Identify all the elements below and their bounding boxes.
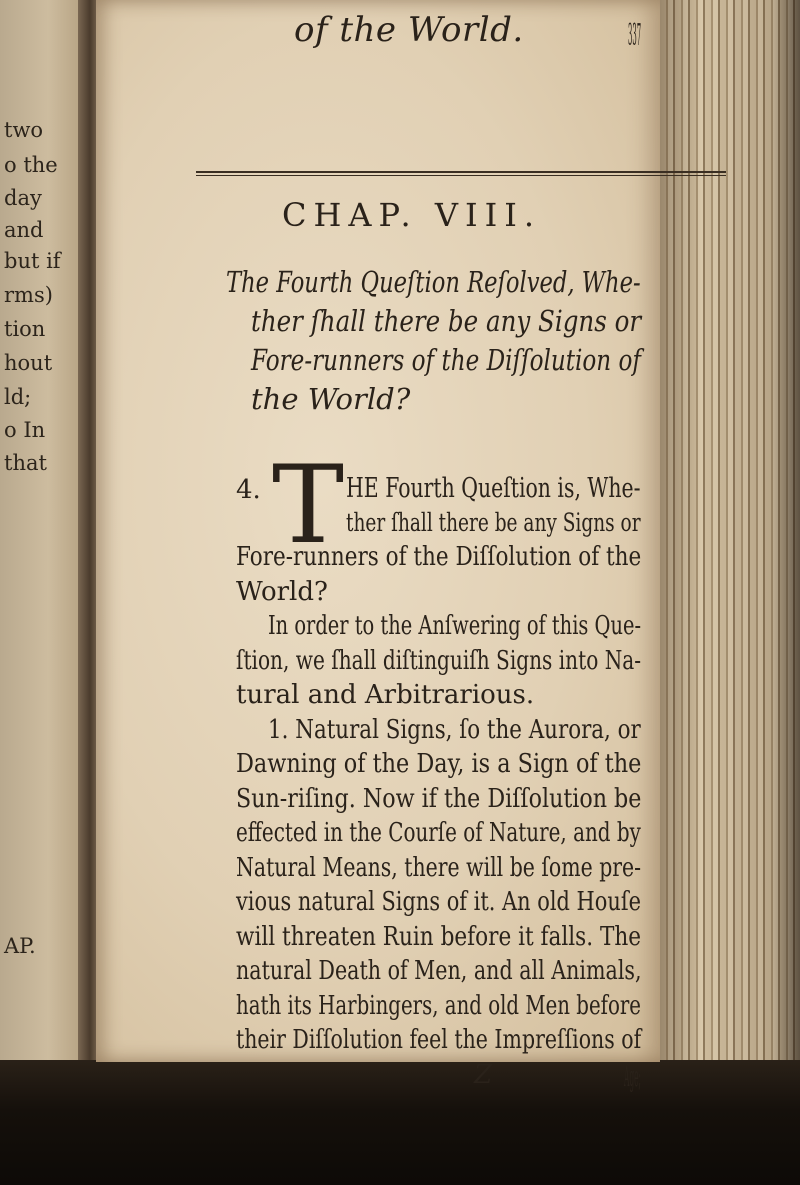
signature-mark: Z xyxy=(474,1059,493,1090)
body-line: World? xyxy=(236,576,328,607)
facing-page-fragment: and xyxy=(4,218,44,242)
body-line: Sun-riſing. Now if the Diſſolution be xyxy=(236,783,642,814)
body-line: will threaten Ruin before it falls. The xyxy=(236,921,642,952)
body-line: ther ſhall there be any Signs or xyxy=(346,507,641,537)
scan-background xyxy=(0,1060,800,1185)
facing-page-edge xyxy=(0,0,80,1062)
running-head: of the World. xyxy=(294,10,524,50)
catchword: Age; xyxy=(624,1059,642,1093)
facing-page-fragment: tion xyxy=(4,317,46,341)
body-line: Fore-runners of the Diſſolution of the xyxy=(236,542,642,572)
facing-page-fragment: but if xyxy=(4,249,61,273)
body-line: tural and Arbitrarious. xyxy=(236,680,535,710)
chapter-heading-line: Fore-runners of the Diſſolution of xyxy=(251,343,641,377)
body-line: HE Fourth Queſtion is, Whe- xyxy=(346,473,641,504)
body-line: ſtion, we ſhall diſtinguiſh Signs into Na- xyxy=(236,645,642,676)
chapter-heading-line: ther ſhall there be any Signs or xyxy=(251,304,642,338)
body-line: natural Death of Men, and all Animals, xyxy=(236,956,642,986)
chapter-heading-line: the World? xyxy=(251,382,411,416)
page-stack-edges xyxy=(660,0,800,1062)
body-line: Dawning of the Day, is a Sign of the xyxy=(236,749,642,779)
facing-page-fragment: AP. xyxy=(4,934,36,958)
body-line: In order to the Anſwering of this Que- xyxy=(268,611,642,641)
facing-page-fragment: o In xyxy=(4,418,46,442)
body-line: hath its Harbingers, and old Men before xyxy=(236,990,641,1021)
facing-page-fragment: ld; xyxy=(4,385,32,409)
header-rule xyxy=(196,171,726,176)
body-line: effected in the Courſe of Nature, and by xyxy=(236,818,641,848)
facing-page-fragment: rms) xyxy=(4,283,53,307)
body-line: their Diſſolution feel the Impreſſions of xyxy=(236,1025,642,1055)
facing-page-fragment: that xyxy=(4,451,47,475)
chapter-title: CHAP. VIII. xyxy=(282,196,542,234)
facing-page-fragment: two xyxy=(4,118,44,142)
facing-page-fragment: o the xyxy=(4,153,58,177)
body-line: 1. Natural Signs, ſo the Aurora, or xyxy=(268,714,641,745)
chapter-heading-line: The Fourth Queſtion Reſolved, Whe- xyxy=(226,265,641,299)
paragraph-number: 4. xyxy=(236,475,261,505)
page-number: 337 xyxy=(628,18,642,53)
facing-page-fragment: day xyxy=(4,186,42,210)
body-line: Natural Means, there will be ſome pre- xyxy=(236,852,642,883)
facing-page-fragment: hout xyxy=(4,351,53,375)
book-page xyxy=(96,0,660,1093)
drop-cap: T xyxy=(272,443,345,568)
body-line: vious natural Signs of it. An old Houſe xyxy=(236,887,641,917)
